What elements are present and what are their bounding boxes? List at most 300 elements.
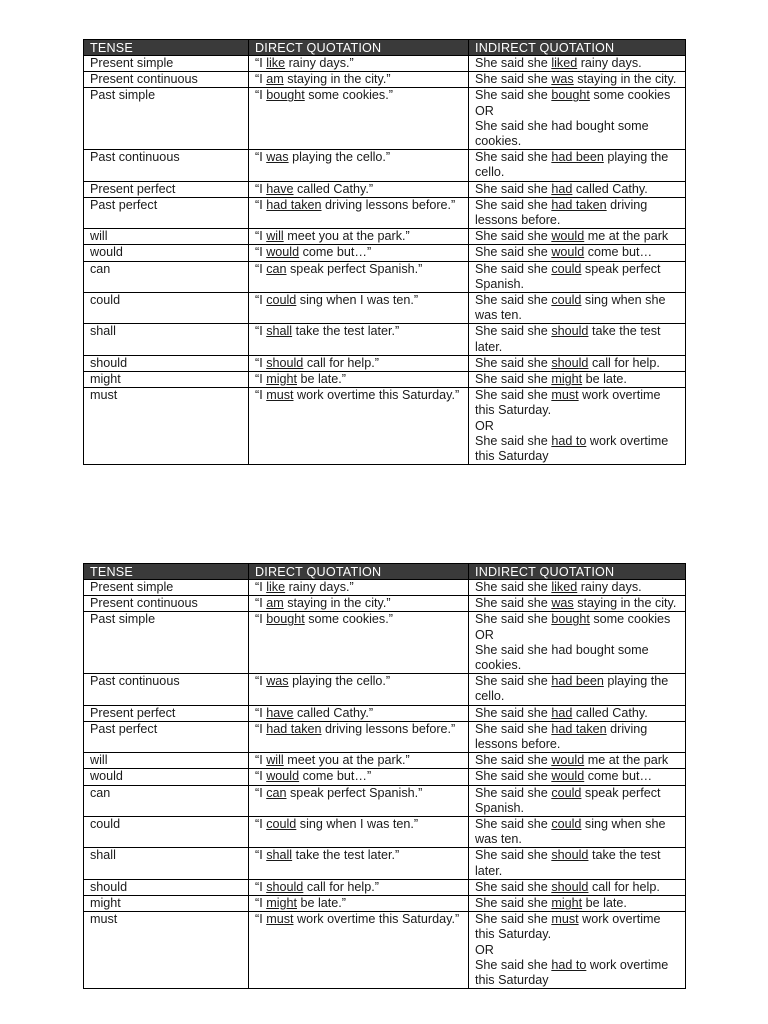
- tense-cell: would: [84, 769, 249, 785]
- text-segment: She said she: [475, 785, 552, 800]
- indirect-quotation-cell: [469, 197, 686, 228]
- text-segment: work overtime this Saturday: [475, 957, 669, 988]
- indirect-quotation-cell: [469, 580, 686, 596]
- indirect-quotation-cell: [469, 596, 686, 612]
- text-segment: come but…: [584, 245, 653, 260]
- text-segment: called Cathy.”: [293, 705, 374, 720]
- underlined-verb: liked: [551, 580, 578, 594]
- tense-cell: shall: [84, 324, 249, 355]
- text-segment: work overtime this Saturday.”: [293, 912, 460, 927]
- text-segment: “I: [255, 612, 267, 627]
- text-segment: work overtime this Saturday: [475, 433, 669, 464]
- direct-quotation-cell: [249, 912, 469, 989]
- text-segment: meet you at the park.”: [283, 753, 410, 768]
- text-segment: playing the cello.: [475, 674, 669, 704]
- table-row: [84, 879, 686, 895]
- tense-cell: Present simple: [84, 56, 249, 72]
- text-segment: “I: [255, 912, 267, 927]
- text-segment: “I: [255, 817, 267, 832]
- text-segment: take the test later.: [475, 848, 661, 878]
- tense-cell: should: [84, 879, 249, 895]
- table-header-row: [84, 564, 686, 580]
- underlined-verb: might: [266, 896, 297, 911]
- text-segment: rainy days.: [577, 580, 642, 594]
- text-segment: She said she: [475, 388, 552, 403]
- tense-cell: Past simple: [84, 88, 249, 150]
- text-segment: She said she: [475, 705, 552, 720]
- underlined-verb: will: [266, 753, 284, 768]
- tense-cell: must: [84, 388, 249, 465]
- tense-cell: will: [84, 753, 249, 769]
- text-segment: “I: [255, 674, 267, 689]
- underlined-verb: can: [266, 261, 287, 276]
- text-segment: come but…: [584, 769, 653, 784]
- tense-cell: will: [84, 229, 249, 245]
- text-segment: She said she: [475, 957, 552, 972]
- indirect-quotation-cell: [469, 848, 686, 879]
- text-segment: “I: [255, 229, 267, 244]
- underlined-verb: had to: [551, 957, 587, 972]
- text-segment: She said she: [475, 88, 552, 103]
- direct-quotation-cell: [249, 181, 469, 197]
- text-segment: She said she: [475, 817, 552, 832]
- text-segment: be late.”: [297, 896, 347, 911]
- text-segment: take the test later.”: [292, 324, 400, 339]
- text-segment: She said she had bought some cookies.: [475, 642, 649, 673]
- text-segment: She said she: [475, 879, 552, 894]
- text-segment: She said she: [475, 181, 552, 196]
- underlined-verb: bought: [266, 88, 305, 103]
- indirect-quotation-cell: [469, 245, 686, 261]
- header-direct-quotation: DIRECT QUOTATION: [249, 40, 469, 56]
- text-segment: called Cathy.: [572, 181, 648, 196]
- text-segment: She said she: [475, 674, 552, 689]
- text-segment: She said she: [475, 355, 552, 370]
- text-segment: speak perfect Spanish.: [475, 261, 661, 291]
- text-segment: She said she had bought some cookies.: [475, 118, 649, 149]
- text-segment: “I: [255, 388, 267, 403]
- text-segment: driving lessons before.: [475, 197, 648, 228]
- underlined-verb: could: [551, 261, 582, 276]
- text-segment: some cookies.”: [304, 88, 393, 103]
- reported-speech-table: [83, 39, 686, 465]
- underlined-verb: was: [266, 150, 289, 165]
- text-segment: She said she: [475, 56, 552, 70]
- text-segment: sing when she was ten.: [475, 817, 666, 847]
- underlined-verb: am: [266, 596, 284, 611]
- underlined-verb: am: [266, 72, 284, 87]
- text-segment: call for help.: [588, 355, 660, 370]
- text-segment: some cookies.”: [304, 612, 393, 627]
- table-row: [84, 197, 686, 228]
- text-segment: playing the cello.”: [288, 674, 391, 689]
- text-segment: speak perfect Spanish.”: [286, 785, 423, 800]
- direct-quotation-cell: [249, 150, 469, 181]
- table-row: [84, 88, 686, 150]
- text-segment: “I: [255, 848, 267, 863]
- text-segment: work overtime this Saturday.: [475, 388, 661, 418]
- text-segment: me at the park: [584, 229, 669, 244]
- indirect-quotation-cell: [469, 785, 686, 816]
- indirect-quotation-cell: [469, 721, 686, 752]
- table-row: [84, 324, 686, 355]
- table-row: [84, 769, 686, 785]
- text-segment: come but…”: [299, 769, 372, 784]
- text-segment: OR: [475, 942, 494, 957]
- text-segment: “I: [255, 769, 267, 784]
- text-segment: “I: [255, 372, 267, 387]
- text-segment: playing the cello.: [475, 150, 669, 180]
- text-segment: take the test later.: [475, 324, 661, 354]
- text-segment: “I: [255, 896, 267, 911]
- underlined-verb: was: [551, 596, 574, 611]
- indirect-quotation-cell: [469, 705, 686, 721]
- header-indirect-quotation: INDIRECT QUOTATION: [469, 40, 686, 56]
- text-segment: “I: [255, 580, 267, 594]
- underlined-verb: should: [551, 879, 589, 894]
- text-segment: “I: [255, 72, 267, 87]
- text-segment: She said she: [475, 261, 552, 276]
- text-segment: She said she: [475, 433, 552, 448]
- direct-quotation-cell: [249, 324, 469, 355]
- underlined-verb: would: [551, 753, 585, 768]
- table-row: [84, 753, 686, 769]
- direct-quotation-cell: [249, 293, 469, 324]
- underlined-verb: must: [551, 912, 579, 927]
- text-segment: me at the park: [584, 753, 669, 768]
- text-segment: OR: [475, 627, 494, 642]
- table-row: [84, 785, 686, 816]
- underlined-verb: would: [266, 769, 300, 784]
- tense-cell: must: [84, 912, 249, 989]
- text-segment: staying in the city.”: [283, 596, 391, 611]
- direct-quotation-cell: [249, 355, 469, 371]
- indirect-quotation-cell: [469, 912, 686, 989]
- text-segment: “I: [255, 197, 267, 212]
- text-segment: sing when I was ten.”: [296, 293, 419, 308]
- direct-quotation-cell: [249, 785, 469, 816]
- tense-cell: would: [84, 245, 249, 261]
- indirect-quotation-cell: [469, 229, 686, 245]
- text-segment: OR: [475, 103, 494, 118]
- text-segment: staying in the city.: [573, 596, 677, 611]
- direct-quotation-cell: [249, 848, 469, 879]
- text-segment: be late.”: [297, 372, 347, 387]
- tense-cell: Past perfect: [84, 721, 249, 752]
- direct-quotation-cell: [249, 705, 469, 721]
- table-row: [84, 261, 686, 292]
- direct-quotation-cell: [249, 197, 469, 228]
- text-segment: She said she: [475, 197, 552, 212]
- text-segment: work overtime this Saturday.: [475, 912, 661, 942]
- direct-quotation-cell: [249, 596, 469, 612]
- underlined-verb: will: [266, 229, 284, 244]
- text-segment: driving lessons before.”: [321, 197, 456, 212]
- direct-quotation-cell: [249, 580, 469, 596]
- text-segment: She said she: [475, 721, 552, 736]
- text-segment: work overtime this Saturday.”: [293, 388, 460, 403]
- underlined-verb: shall: [266, 848, 293, 863]
- text-segment: “I: [255, 355, 267, 370]
- underlined-verb: could: [266, 293, 297, 308]
- direct-quotation-cell: [249, 879, 469, 895]
- indirect-quotation-cell: [469, 817, 686, 848]
- underlined-verb: had: [551, 705, 573, 720]
- header-indirect-quotation: INDIRECT QUOTATION: [469, 564, 686, 580]
- text-segment: call for help.”: [303, 879, 379, 894]
- underlined-verb: could: [551, 293, 582, 308]
- text-segment: take the test later.”: [292, 848, 400, 863]
- text-segment: She said she: [475, 150, 552, 165]
- tense-cell: could: [84, 817, 249, 848]
- indirect-quotation-cell: [469, 769, 686, 785]
- text-segment: “I: [255, 261, 267, 276]
- underlined-verb: have: [266, 705, 294, 720]
- table-row: [84, 817, 686, 848]
- underlined-verb: bought: [266, 612, 305, 627]
- direct-quotation-cell: [249, 372, 469, 388]
- header-tense: TENSE: [84, 40, 249, 56]
- text-segment: some cookies: [589, 612, 671, 627]
- table-row: [84, 372, 686, 388]
- table-header-row: [84, 40, 686, 56]
- underlined-verb: had taken: [266, 197, 322, 212]
- indirect-quotation-cell: [469, 181, 686, 197]
- text-segment: call for help.: [588, 879, 660, 894]
- underlined-verb: bought: [551, 88, 590, 103]
- underlined-verb: liked: [551, 56, 578, 70]
- tense-cell: can: [84, 261, 249, 292]
- text-segment: “I: [255, 721, 267, 736]
- text-segment: OR: [475, 418, 494, 433]
- table-row: [84, 674, 686, 705]
- text-segment: “I: [255, 705, 267, 720]
- indirect-quotation-cell: [469, 674, 686, 705]
- underlined-verb: might: [266, 372, 297, 387]
- tense-cell: Past simple: [84, 612, 249, 674]
- tense-cell: shall: [84, 848, 249, 879]
- tense-cell: Past continuous: [84, 674, 249, 705]
- direct-quotation-cell: [249, 261, 469, 292]
- underlined-verb: would: [551, 245, 585, 260]
- underlined-verb: have: [266, 181, 294, 196]
- text-segment: She said she: [475, 753, 552, 768]
- underlined-verb: like: [266, 580, 286, 594]
- text-segment: “I: [255, 879, 267, 894]
- text-segment: She said she: [475, 72, 552, 87]
- tense-cell: can: [84, 785, 249, 816]
- underlined-verb: was: [266, 674, 289, 689]
- table-row: [84, 721, 686, 752]
- table-body: [84, 580, 686, 989]
- indirect-quotation-cell: [469, 388, 686, 465]
- underlined-verb: might: [551, 372, 583, 387]
- text-segment: “I: [255, 293, 267, 308]
- text-segment: speak perfect Spanish.”: [286, 261, 423, 276]
- text-segment: driving lessons before.”: [321, 721, 456, 736]
- underlined-verb: shall: [266, 324, 293, 339]
- underlined-verb: should: [266, 879, 304, 894]
- underlined-verb: had to: [551, 433, 587, 448]
- underlined-verb: could: [266, 817, 297, 832]
- text-segment: called Cathy.: [572, 705, 648, 720]
- direct-quotation-cell: [249, 72, 469, 88]
- table-row: [84, 355, 686, 371]
- text-segment: “I: [255, 785, 267, 800]
- tense-cell: should: [84, 355, 249, 371]
- underlined-verb: had taken: [551, 197, 607, 212]
- text-segment: rainy days.”: [285, 580, 354, 594]
- direct-quotation-cell: [249, 245, 469, 261]
- table-body: [84, 56, 686, 465]
- indirect-quotation-cell: [469, 150, 686, 181]
- text-segment: She said she: [475, 580, 552, 594]
- table-row: [84, 229, 686, 245]
- tense-cell: could: [84, 293, 249, 324]
- table-row: [84, 596, 686, 612]
- text-segment: “I: [255, 150, 267, 165]
- indirect-quotation-cell: [469, 72, 686, 88]
- header-tense: TENSE: [84, 564, 249, 580]
- indirect-quotation-cell: [469, 56, 686, 72]
- underlined-verb: must: [551, 388, 579, 403]
- text-segment: “I: [255, 88, 267, 103]
- underlined-verb: might: [551, 896, 583, 911]
- text-segment: be late.: [582, 372, 627, 387]
- table-row: [84, 896, 686, 912]
- text-segment: playing the cello.”: [288, 150, 391, 165]
- table-row: [84, 56, 686, 72]
- tense-cell: Present simple: [84, 580, 249, 596]
- underlined-verb: should: [551, 324, 589, 339]
- text-segment: “I: [255, 56, 267, 70]
- table-row: [84, 612, 686, 674]
- underlined-verb: was: [551, 72, 574, 87]
- text-segment: She said she: [475, 245, 552, 260]
- direct-quotation-cell: [249, 721, 469, 752]
- underlined-verb: would: [266, 245, 300, 260]
- underlined-verb: had taken: [266, 721, 322, 736]
- underlined-verb: had been: [551, 150, 604, 165]
- table-row: [84, 388, 686, 465]
- text-segment: some cookies: [589, 88, 671, 103]
- underlined-verb: must: [266, 912, 294, 927]
- tense-cell: Present continuous: [84, 72, 249, 88]
- text-segment: She said she: [475, 372, 552, 387]
- tense-cell: Past continuous: [84, 150, 249, 181]
- underlined-verb: should: [551, 848, 589, 863]
- direct-quotation-cell: [249, 229, 469, 245]
- text-segment: rainy days.”: [285, 56, 354, 70]
- indirect-quotation-cell: [469, 879, 686, 895]
- direct-quotation-cell: [249, 674, 469, 705]
- underlined-verb: had taken: [551, 721, 607, 736]
- indirect-quotation-cell: [469, 88, 686, 150]
- underlined-verb: should: [551, 355, 589, 370]
- direct-quotation-cell: [249, 388, 469, 465]
- indirect-quotation-cell: [469, 612, 686, 674]
- indirect-quotation-cell: [469, 324, 686, 355]
- tense-cell: Present perfect: [84, 181, 249, 197]
- text-segment: She said she: [475, 912, 552, 927]
- tense-cell: Present perfect: [84, 705, 249, 721]
- indirect-quotation-cell: [469, 372, 686, 388]
- text-segment: “I: [255, 596, 267, 611]
- table-row: [84, 580, 686, 596]
- reported-speech-table-repeat: [83, 563, 686, 989]
- underlined-verb: would: [551, 229, 585, 244]
- text-segment: meet you at the park.”: [283, 229, 410, 244]
- tense-cell: might: [84, 372, 249, 388]
- underlined-verb: would: [551, 769, 585, 784]
- underlined-verb: like: [266, 56, 286, 70]
- direct-quotation-cell: [249, 817, 469, 848]
- indirect-quotation-cell: [469, 293, 686, 324]
- text-segment: She said she: [475, 612, 552, 627]
- indirect-quotation-cell: [469, 355, 686, 371]
- text-segment: She said she: [475, 324, 552, 339]
- text-segment: sing when I was ten.”: [296, 817, 419, 832]
- text-segment: She said she: [475, 896, 552, 911]
- direct-quotation-cell: [249, 88, 469, 150]
- indirect-quotation-cell: [469, 896, 686, 912]
- table-row: [84, 245, 686, 261]
- underlined-verb: had been: [551, 674, 604, 689]
- text-segment: speak perfect Spanish.: [475, 785, 661, 815]
- direct-quotation-cell: [249, 612, 469, 674]
- indirect-quotation-cell: [469, 261, 686, 292]
- direct-quotation-cell: [249, 769, 469, 785]
- underlined-verb: can: [266, 785, 287, 800]
- table-row: [84, 848, 686, 879]
- text-segment: She said she: [475, 293, 552, 308]
- text-segment: She said she: [475, 229, 552, 244]
- tense-cell: Past perfect: [84, 197, 249, 228]
- underlined-verb: could: [551, 817, 582, 832]
- header-direct-quotation: DIRECT QUOTATION: [249, 564, 469, 580]
- text-segment: rainy days.: [577, 56, 642, 70]
- underlined-verb: should: [266, 355, 304, 370]
- text-segment: She said she: [475, 769, 552, 784]
- text-segment: “I: [255, 324, 267, 339]
- text-segment: “I: [255, 181, 267, 196]
- text-segment: driving lessons before.: [475, 721, 648, 752]
- table-row: [84, 181, 686, 197]
- tense-cell: might: [84, 896, 249, 912]
- underlined-verb: must: [266, 388, 294, 403]
- direct-quotation-cell: [249, 753, 469, 769]
- tense-cell: Present continuous: [84, 596, 249, 612]
- direct-quotation-cell: [249, 56, 469, 72]
- direct-quotation-cell: [249, 896, 469, 912]
- text-segment: sing when she was ten.: [475, 293, 666, 323]
- text-segment: She said she: [475, 848, 552, 863]
- underlined-verb: had: [551, 181, 573, 196]
- table-row: [84, 912, 686, 989]
- text-segment: come but…”: [299, 245, 372, 260]
- text-segment: called Cathy.”: [293, 181, 374, 196]
- text-segment: call for help.”: [303, 355, 379, 370]
- text-segment: “I: [255, 753, 267, 768]
- text-segment: staying in the city.”: [283, 72, 391, 87]
- text-segment: She said she: [475, 596, 552, 611]
- table-row: [84, 705, 686, 721]
- text-segment: staying in the city.: [573, 72, 677, 87]
- underlined-verb: could: [551, 785, 582, 800]
- table-row: [84, 293, 686, 324]
- text-segment: be late.: [582, 896, 627, 911]
- text-segment: “I: [255, 245, 267, 260]
